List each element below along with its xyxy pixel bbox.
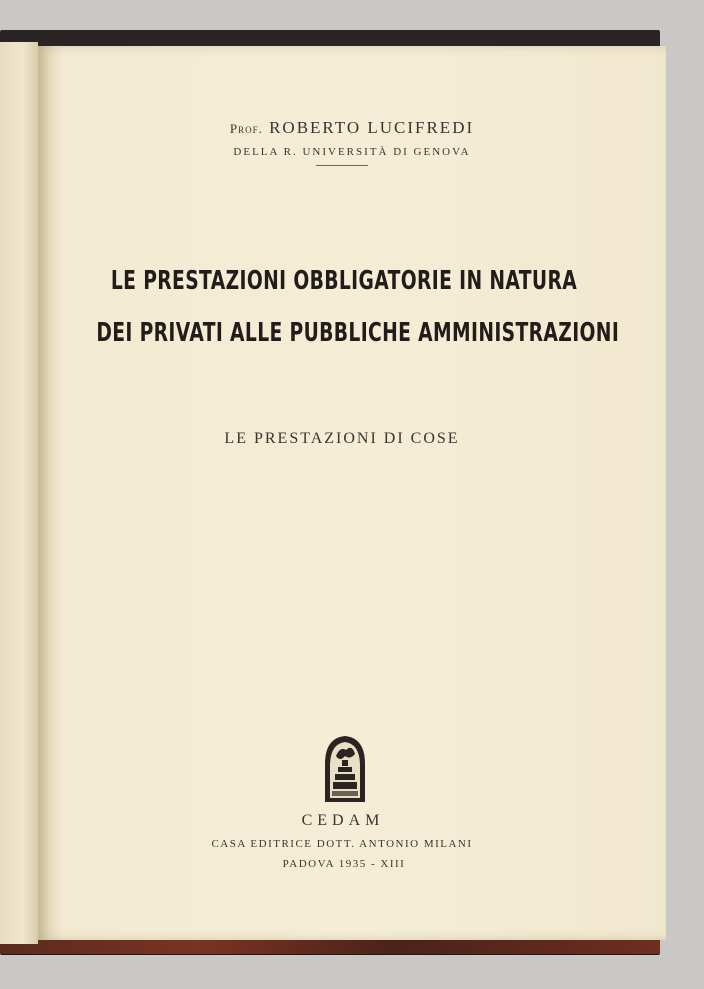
author-name: ROBERTO LUCIFREDI — [269, 118, 475, 137]
author-line — [0, 118, 704, 138]
book-subtitle: LE PRESTAZIONI DI COSE — [224, 430, 460, 447]
book-title-line-2: DEI PRIVATI ALLE PUBBLICHE AMMINISTRAZIONI — [96, 318, 620, 348]
divider-rule — [316, 165, 368, 166]
publisher-name: CEDAM — [301, 812, 385, 829]
title-page — [38, 46, 666, 940]
publisher-house: CASA EDITRICE DOTT. ANTONIO MILANI — [211, 838, 473, 850]
place-and-year: PADOVA 1935 - XIII — [282, 858, 406, 870]
facing-page — [0, 42, 38, 944]
book-title-line-1: LE PRESTAZIONI OBBLIGATORIE IN NATURA — [110, 266, 578, 296]
author-prefix: Prof. — [229, 121, 263, 136]
publisher-emblem-icon — [320, 734, 370, 804]
author-affiliation: DELLA R. UNIVERSITÀ DI GENOVA — [233, 146, 471, 158]
marbled-edge — [0, 938, 660, 954]
